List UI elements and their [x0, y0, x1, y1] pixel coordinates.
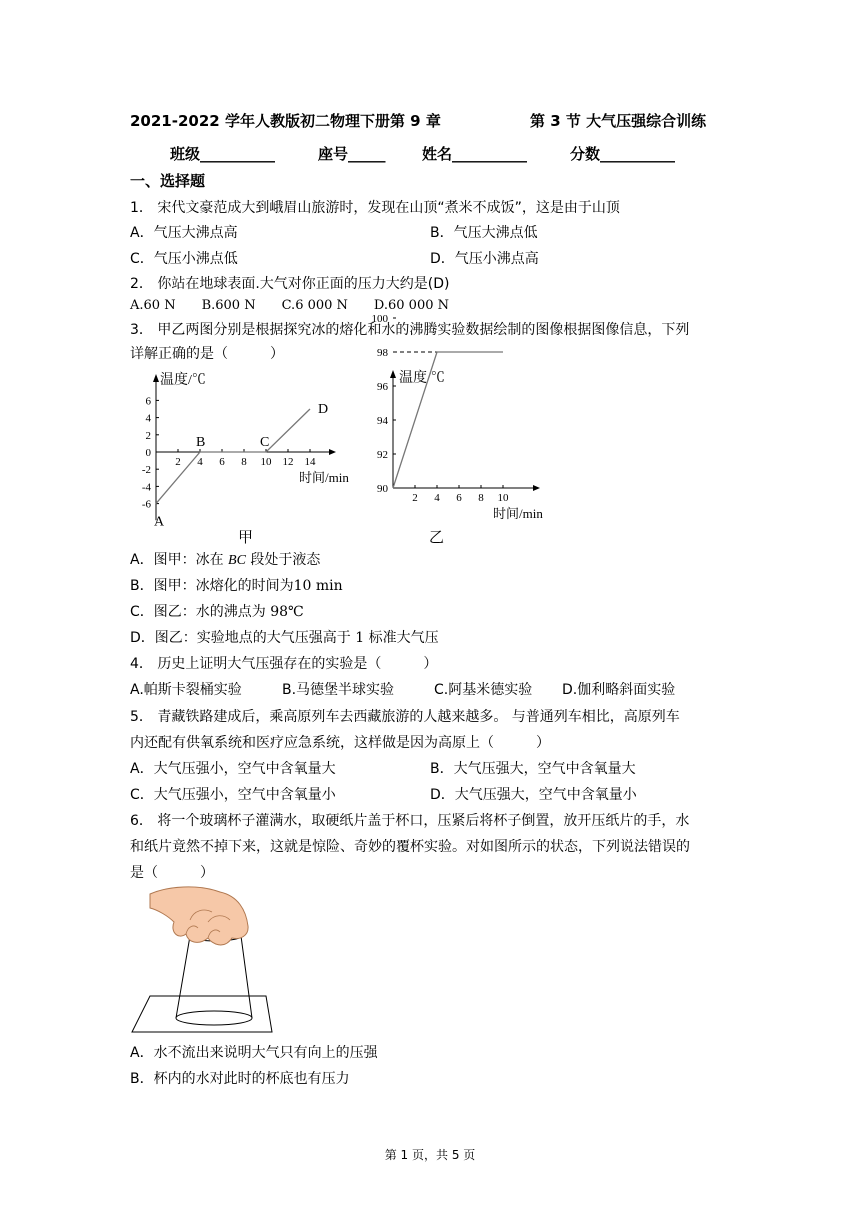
doc-title-left: 2021-2022 学年人教版初二物理下册第 9 章	[130, 112, 441, 130]
yi-y-tick-label: 94	[377, 415, 388, 427]
q5-option-a: A．大气压强小，空气中含氧量大	[130, 761, 336, 777]
jia-x-tick-label: 6	[219, 456, 225, 468]
q1-option-a: A．气压大沸点高	[130, 225, 238, 241]
q4-option-a: A.帕斯卡裂桶实验	[130, 682, 242, 698]
jia-caption: 甲	[238, 530, 254, 546]
q5-stem-line1: 5． 青藏铁路建成后，乘高原列车去西藏旅游的人越来越多。 与普通列车相比，高原列车	[130, 709, 680, 725]
yi-y-tick-label: 98	[377, 347, 388, 359]
section-title: 一、选择题	[130, 172, 206, 190]
q2-options: A.60 N B.600 N C.6 000 N D.60 000 N	[130, 298, 450, 313]
jia-point-label-d: D	[318, 402, 329, 417]
jia-y-tick-label: 0	[145, 447, 151, 459]
q6-stem-line2: 和纸片竟然不掉下来，这就是惊险、奇妙的覆杯实验。对如图所示的状态，下列说法错误的	[130, 839, 690, 855]
yi-y-tick-label: 92	[377, 449, 388, 461]
yi-caption: 乙	[429, 530, 445, 546]
jia-y-tick-label: -2	[141, 464, 151, 477]
q1-stem: 1． 宋代文豪范成大到峨眉山旅游时，发现在山顶“煮米不成饭”，这是由于山顶	[130, 200, 620, 216]
jia-point-label-c: C	[260, 435, 270, 450]
jia-x-label: 时间/min	[299, 470, 349, 485]
jia-x-tick-label: 10	[260, 456, 272, 468]
jia-y-arrow	[153, 374, 159, 382]
jia-y-label: 温度/℃	[160, 373, 206, 388]
yi-x-tick-label: 4	[434, 492, 440, 504]
q5-option-d: D．大气压强大，空气中含氧量小	[430, 787, 637, 803]
jia-x-tick-label: 8	[241, 456, 247, 468]
yi-x-tick-label: 6	[456, 492, 462, 504]
q1-option-c: C．气压小沸点低	[130, 251, 238, 267]
q2-stem: 2． 你站在地球表面.大气对你正面的压力大约是(D)	[130, 276, 450, 292]
q4-option-b: B.马德堡半球实验	[282, 682, 395, 698]
chart-jia	[128, 366, 368, 546]
yi-y-tick-label: 100	[371, 313, 388, 325]
q4-stem: 4． 历史上证明大气压强存在的实验是（ ）	[130, 656, 438, 672]
yi-y-arrow	[390, 370, 396, 378]
yi-x-label: 时间/min	[493, 506, 543, 521]
jia-y-tick-label: -6	[141, 498, 151, 511]
jia-x-tick-label: 14	[304, 456, 316, 468]
jia-y-tick-label: 4	[145, 412, 151, 425]
page-footer: 第 1 页，共 5 页	[384, 1148, 476, 1162]
q6-option-a: A．水不流出来说明大气只有向上的压强	[130, 1045, 378, 1061]
field-seat: 座号_____	[318, 145, 386, 163]
jia-y-tick-label: 2	[145, 429, 151, 442]
q3-option-c: C．图乙：水的沸点为 98℃	[130, 604, 304, 620]
jia-y-tick-label: -4	[141, 481, 151, 494]
yi-x-tick-label: 8	[478, 492, 484, 504]
yi-y-label: 温度/℃	[399, 371, 445, 386]
jia-x-tick-label: 12	[282, 456, 294, 468]
q6-option-b: B．杯内的水对此时的杯底也有压力	[130, 1071, 350, 1087]
inverted-cup-illustration	[128, 880, 278, 1040]
jia-x-tick-label: 2	[175, 456, 181, 468]
jia-x-arrow	[329, 449, 336, 455]
doc-title-right: 第 3 节 大气压强综合训练	[530, 112, 707, 130]
field-name: 姓名__________	[422, 145, 528, 163]
yi-x-arrow	[533, 485, 540, 491]
q3-option-d: D．图乙：实验地点的大气压强高于 1 标准大气压	[130, 630, 439, 646]
q4-option-c: C.阿基米德实验	[434, 682, 533, 698]
q3-stem-line1: 3． 甲乙两图分别是根据探究冰的熔化和水的沸腾实验数据绘制的图像根据图像信息，下列	[130, 322, 690, 338]
yi-y-tick-label: 90	[377, 483, 388, 495]
jia-point-label-b: B	[196, 435, 206, 450]
q1-option-b: B．气压大沸点低	[430, 225, 538, 241]
q6-stem-line1: 6． 将一个玻璃杯子灌满水，取硬纸片盖于杯口，压紧后将杯子倒置，放开压纸片的手，水	[130, 813, 690, 829]
chart-yi	[365, 313, 555, 546]
field-score: 分数__________	[570, 145, 676, 163]
yi-x-tick-label: 2	[412, 492, 418, 504]
q1-option-d: D．气压小沸点高	[430, 251, 539, 267]
q5-stem-line2: 内还配有供氧系统和医疗应急系统，这样做是因为高原上（ ）	[130, 735, 550, 751]
jia-point-label-a: A	[154, 514, 165, 530]
q5-option-c: C．大气压强小，空气中含氧量小	[130, 787, 336, 803]
field-class: 班级__________	[170, 145, 276, 163]
q6-stem-line3: 是（ ）	[130, 865, 214, 881]
q4-option-d: D.伽利略斜面实验	[562, 682, 676, 698]
q3-option-b: B．图甲：冰熔化的时间为10 min	[130, 578, 343, 594]
q5-option-b: B．大气压强大，空气中含氧量大	[430, 761, 636, 777]
jia-y-tick-label: 6	[145, 395, 151, 408]
q3-option-a: A．图甲：冰在 BC 段处于液态	[130, 552, 321, 568]
q3-stem-line2: 详解正确的是（ ）	[130, 346, 284, 362]
yi-y-tick-label: 96	[377, 381, 388, 393]
yi-x-tick-label: 10	[497, 492, 509, 504]
jia-x-tick-label: 4	[197, 456, 203, 468]
